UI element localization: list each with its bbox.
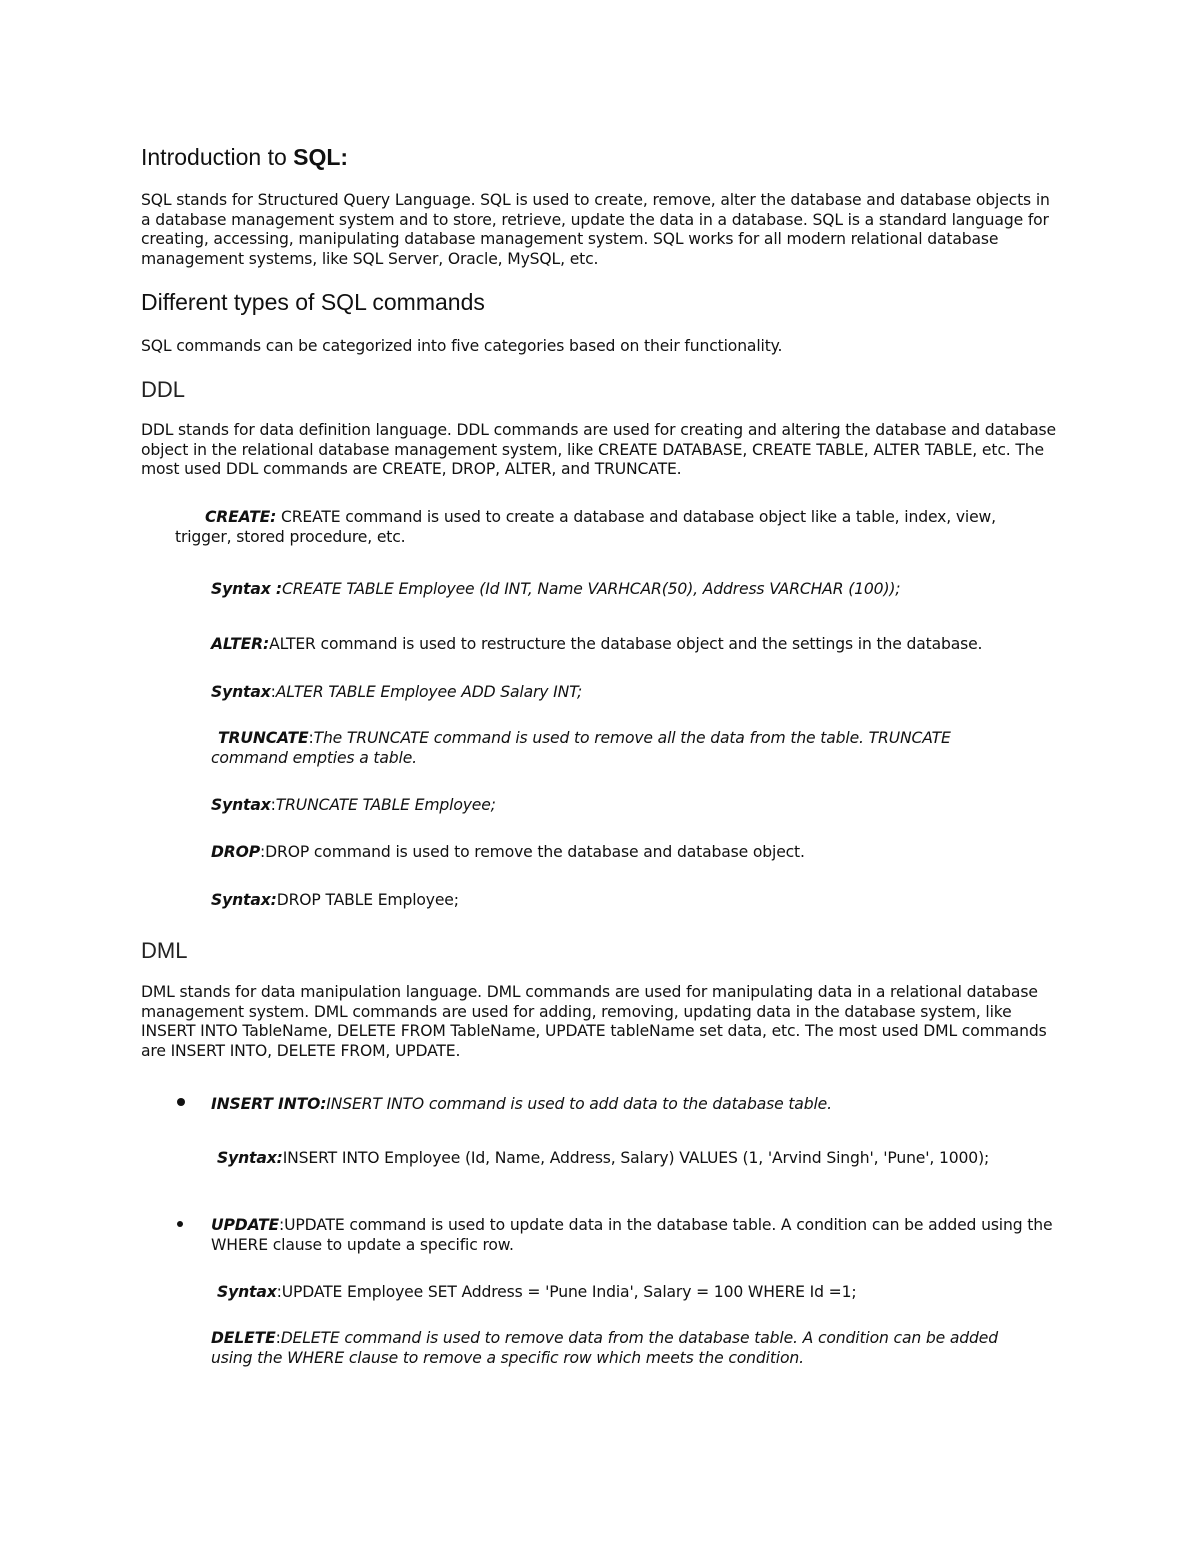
insert-syntax [211, 1149, 1021, 1169]
update-text: UPDATE command is used to update data in the database table. A condition can be added using the WHERE clause to update a specific row. [211, 1216, 1053, 1254]
truncate-text: The TRUNCATE command is used to remove all the data from the table. TRUNCATE command empties a table. [211, 729, 951, 767]
types-paragraph: SQL commands can be categorized into five categories based on their functionality. [141, 337, 783, 355]
ddl-heading: DDL [141, 377, 186, 402]
update-syntax: Syntax:UPDATE Employee SET Address = 'Pune India', Salary = 100 WHERE Id =1; [217, 1283, 857, 1301]
insert-text: INSERT INTO command is used to add data to the database table. [326, 1095, 832, 1113]
create-syntax [211, 580, 1091, 600]
alter-description [211, 635, 1091, 655]
dml-paragraph: DML stands for data manipulation language. DML commands are used for manipulating data in a relational database management system. DML commands are used for adding, removing, updating data in the database system, like INSERT INTO TableName, DELETE FROM TableName, UPDATE tableName set data, etc. The most used DML commands are INSERT INTO, DELETE FROM, UPDATE. [141, 983, 1047, 1060]
update-description: UPDATE:UPDATE command is used to update data in the database table. A condition can be added using the WHERE clause to update a specific row. [211, 1216, 1053, 1254]
insert-syntax-code: INSERT INTO Employee (Id, Name, Address, Salary) VALUES (1, 'Arvind Singh', 'Pune', 1000); [282, 1149, 990, 1167]
alter-text: ALTER command is used to restructure the database object and the settings in the database. [269, 635, 983, 653]
intro-paragraph: SQL stands for Structured Query Language. SQL is used to create, remove, alter the database and database objects in a database management system and to store, retrieve, update the data in a database. SQL is a standard language for creating, accessing, manipulating database management system. SQL works for all modern relational database management systems, like SQL Server, Oracle, MySQL, etc. [141, 191, 1050, 268]
truncate-description: TRUNCATE:The TRUNCATE command is used to remove all the data from the table. TRUNCATE command empties a table. [211, 729, 951, 767]
truncate-syntax-code: TRUNCATE TABLE Employee; [275, 796, 496, 814]
dml-heading: DML [141, 938, 188, 963]
ddl-paragraph: DDL stands for data definition language. DDL commands are used for creating and altering the database and database object in the relational database management system, like CREATE DATABASE, CREATE TABLE, ALTER TABLE, etc. The most used DDL commands are CREATE, DROP, ALTER, and TRUNCATE. [141, 421, 1056, 479]
create-text: CREATE command is used to create a database and database object like a table, index, view, trigger, stored procedure, etc. [175, 508, 996, 546]
truncate-syntax-label: Syntax [211, 796, 271, 814]
alter-syntax-label: Syntax [211, 683, 271, 701]
alter-syntax: Syntax:ALTER TABLE Employee ADD Salary INT; [211, 683, 583, 701]
drop-syntax-label: Syntax: [211, 891, 277, 909]
insert-syntax-label: Syntax: [217, 1149, 283, 1167]
update-syntax-label: Syntax [217, 1283, 277, 1301]
drop-syntax-code: DROP TABLE Employee; [276, 891, 459, 909]
create-syntax-label: Syntax : [211, 580, 282, 598]
types-heading: Different types of SQL commands [141, 289, 485, 315]
update-syntax-code: UPDATE Employee SET Address = 'Pune India', Salary = 100 WHERE Id =1; [281, 1283, 857, 1301]
intro-heading: Introduction to SQL: [141, 144, 349, 170]
create-syntax-code: CREATE TABLE Employee (Id INT, Name VARHCAR(50), Address VARCHAR (100)); [282, 580, 901, 598]
update-label: UPDATE [211, 1216, 279, 1234]
delete-description: DELETE:DELETE command is used to remove data from the database table. A condition can be added using the WHERE clause to remove a specific row which meets the condition. [211, 1329, 998, 1367]
delete-label: DELETE [211, 1329, 276, 1347]
create-description [175, 508, 1055, 547]
delete-text: DELETE command is used to remove data from the database table. A condition can be added using the WHERE clause to remove a specific row which meets the condition. [211, 1329, 998, 1367]
drop-description: DROP:DROP command is used to remove the database and database object. [211, 843, 805, 861]
bullet-insert [177, 1098, 185, 1106]
insert-description [211, 1095, 1091, 1115]
create-label: CREATE: [205, 508, 277, 526]
drop-text: DROP command is used to remove the database and database object. [265, 843, 805, 861]
drop-label: DROP [211, 843, 261, 861]
alter-syntax-code: ALTER TABLE Employee ADD Salary INT; [275, 683, 583, 701]
insert-label: INSERT INTO: [211, 1095, 327, 1113]
intro-heading-bold: SQL: [293, 144, 349, 170]
truncate-label: TRUNCATE [218, 729, 309, 747]
alter-label: ALTER: [211, 635, 270, 653]
truncate-syntax: Syntax:TRUNCATE TABLE Employee; [211, 796, 496, 814]
bullet-update [177, 1221, 183, 1227]
drop-syntax [211, 891, 1091, 911]
